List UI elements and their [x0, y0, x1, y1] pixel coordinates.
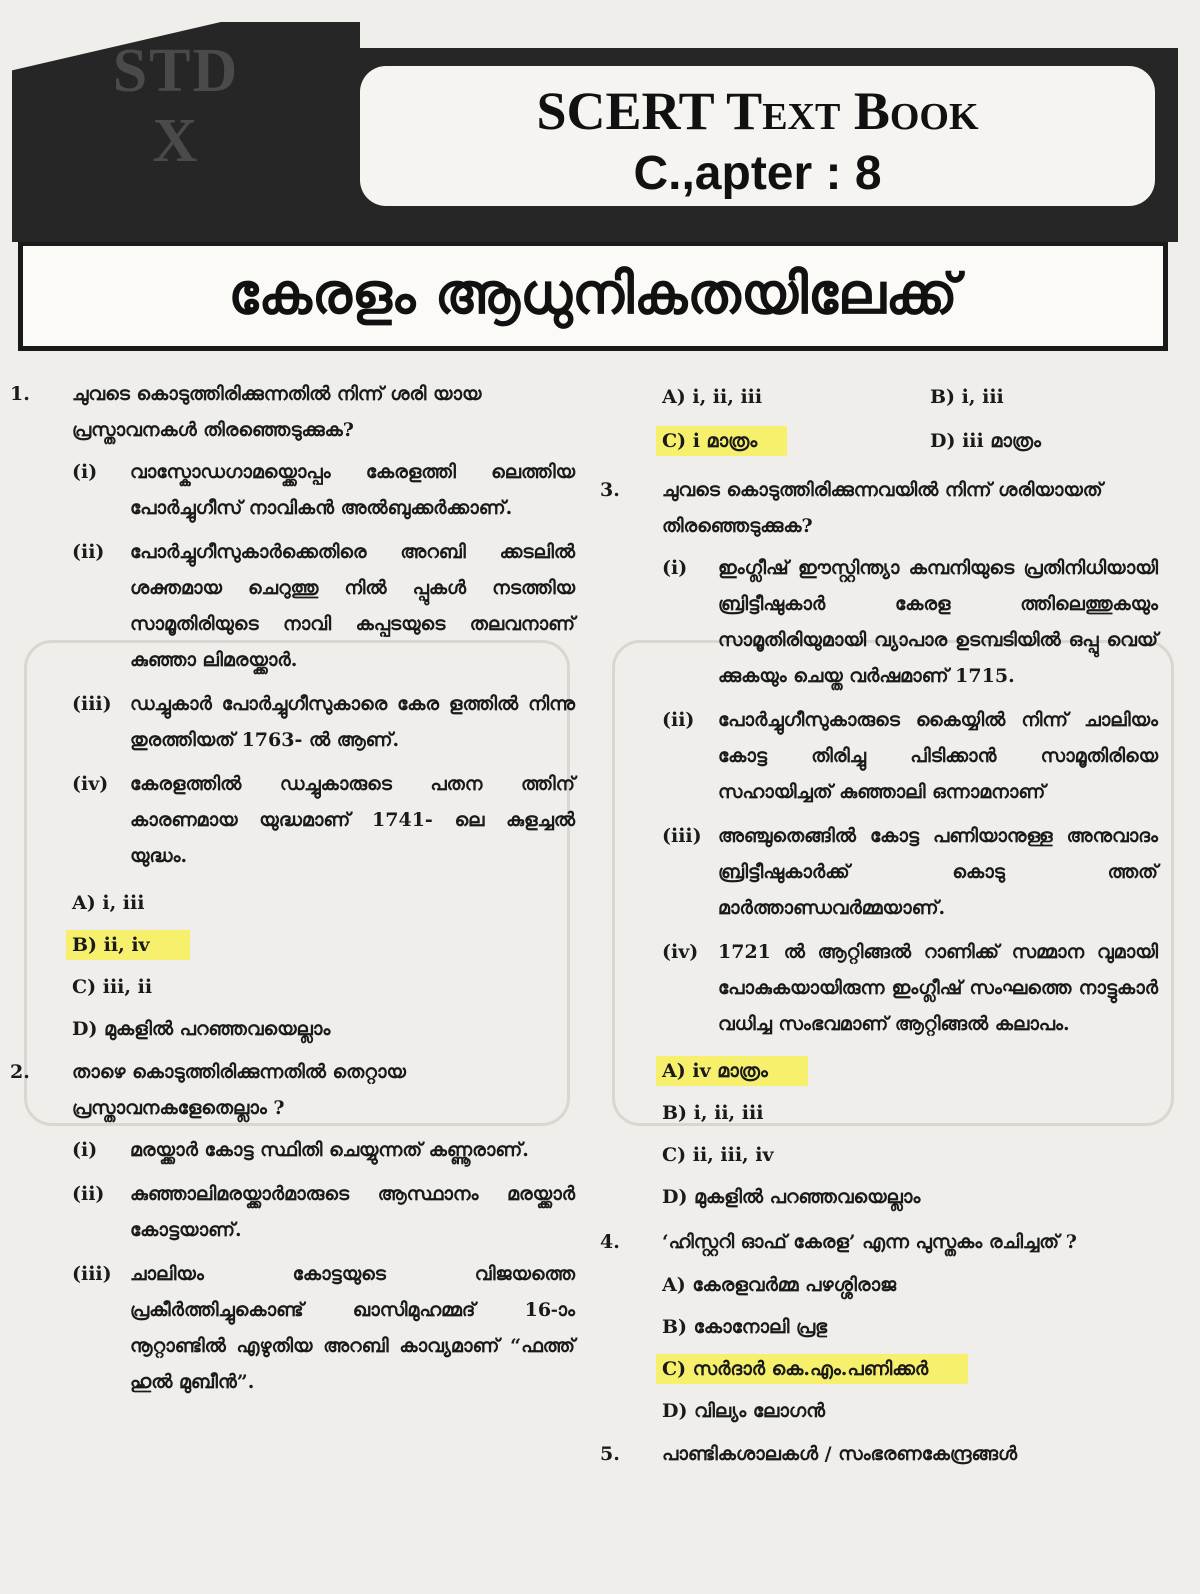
- statement-number: (i): [662, 557, 688, 579]
- book-title: SCERT Text Book: [536, 81, 979, 141]
- option-text: C) iii, ii: [72, 976, 153, 998]
- answer-option: [930, 420, 1041, 462]
- statement-text: പോർച്ചുഗീസുകാരുടെ കൈയ്യിൽ നിന്ന് ചാലിയം കോട്ട തിരിച്ചു പിടിക്കാൻ സാമൂതിരിയെ സഹായിച്ചത് കുഞ്ഞാലി ഒന്നാമനാണ്: [718, 709, 1158, 803]
- question-number: 1.: [10, 383, 30, 405]
- option-text: C) ii, iii, iv: [662, 1144, 774, 1166]
- statement-number: (iii): [72, 693, 112, 715]
- option-text: A) iv മാത്രം: [656, 1056, 808, 1086]
- question-4: [600, 1224, 1158, 1260]
- statement-text: കുഞ്ഞാലിമരയ്ക്കാർമാരുടെ ആസ്ഥാനം മരയ്ക്കാർ കോട്ടയാണ്.: [130, 1183, 575, 1241]
- chapter-number: C.,apter : 8: [633, 147, 882, 200]
- statement: [600, 934, 1158, 1042]
- option-text: D) iii മാത്രം: [930, 430, 1041, 452]
- statement-number: (iii): [72, 1263, 112, 1285]
- answer-option: [600, 1390, 1158, 1432]
- option-text: D) മുകളിൽ പറഞ്ഞവയെല്ലാം: [72, 1018, 331, 1040]
- statement: [10, 1132, 575, 1168]
- answer-option: [600, 1176, 1158, 1218]
- option-text: D) വില്യം ലോഗൻ: [662, 1400, 826, 1422]
- statement: [10, 534, 575, 678]
- option-text: B) കോനോലി പ്രഭു: [662, 1316, 828, 1338]
- option-text: B) i, ii, iii: [662, 1102, 764, 1124]
- option-text: B) i, iii: [930, 386, 1004, 408]
- answer-option-highlighted: [600, 1348, 1158, 1390]
- statement-text: മരയ്ക്കാർ കോട്ട സ്ഥിതി ചെയ്യുന്നത് കണ്ണൂരാണ്.: [130, 1139, 529, 1161]
- question-text: പാണ്ടികശാലകൾ / സംഭരണകേന്ദ്രങ്ങൾ: [662, 1443, 1018, 1465]
- answer-option: [600, 1306, 1158, 1348]
- statement-text: ഡച്ചുകാർ പോർച്ചുഗീസുകാരെ കേര ളത്തിൽ നിന്നു തുരത്തിയത് 1763- ൽ ആണ്.: [130, 693, 575, 751]
- chapter-title: കേരളം ആധുനികതയിലേക്ക്: [228, 262, 958, 327]
- question-text: താഴെ കൊടുത്തിരിക്കുന്നതിൽ തെറ്റായ പ്രസ്താവനകളേതെല്ലാം ?: [72, 1061, 406, 1119]
- question-text: ചുവടെ കൊടുത്തിരിക്കുന്നവയിൽ നിന്ന് ശരിയായത് തിരഞ്ഞെടുക്കുക?: [662, 479, 1103, 537]
- answer-option-highlighted: [600, 1050, 1158, 1092]
- std-word: STD: [112, 37, 240, 105]
- answer-option: [10, 1008, 575, 1050]
- option-text: A) കേരളവർമ്മ പഴശ്ശിരാജ: [662, 1274, 897, 1296]
- statement: [600, 818, 1158, 926]
- statement-number: (iv): [662, 941, 699, 963]
- answer-option: [662, 376, 762, 418]
- statement-number: (ii): [72, 541, 105, 563]
- question-1: [10, 376, 575, 448]
- statement: [10, 454, 575, 526]
- statement-text: പോർച്ചുഗീസുകാർക്കെതിരെ അറബി ക്കടലിൽ ശക്തമായ ചെറുത്തു നിൽ പ്പുകൾ നടത്തിയ സാമൂതിരിയുടെ നാവി കപ്പടയുടെ തലവനാണ് കുഞ്ഞാ ലിമരയ്ക്കാർ.: [130, 541, 575, 671]
- option-text: C) സർദാർ കെ.എം.പണിക്കർ: [656, 1354, 968, 1384]
- answer-option-highlighted: [662, 420, 787, 462]
- option-text: D) മുകളിൽ പറഞ്ഞവയെല്ലാം: [662, 1186, 921, 1208]
- question-text: ചുവടെ കൊടുത്തിരിക്കുന്നതിൽ നിന്ന് ശരി യായ പ്രസ്താവനകൾ തിരഞ്ഞെടുക്കുക?: [72, 383, 482, 441]
- statement-number: (ii): [662, 709, 695, 731]
- right-column: [600, 376, 1158, 1476]
- question-3: [600, 472, 1158, 544]
- statement-number: (iii): [662, 825, 702, 847]
- statement-text: 1721 ൽ ആറ്റിങ്ങൽ റാണിക്ക് സമ്മാന വുമായി പോകുകയായിരുന്ന ഇംഗ്ലീഷ് സംഘത്തെ നാട്ടുകാർ വധിച്ച സംഭവമാണ് ആറ്റിങ്ങൽ കലാപം.: [718, 941, 1158, 1035]
- question-number: 5.: [600, 1443, 620, 1465]
- statement-text: അഞ്ചുതെങ്ങിൽ കോട്ട പണിയാനുള്ള അനുവാദം ബ്രിട്ടീഷുകാർക്ക് കൊടു ത്തത് മാർത്താണ്ഡവർമ്മയാണ്.: [718, 825, 1158, 919]
- question-text: ‘ഹിസ്റ്ററി ഓഫ് കേരള’ എന്ന പുസ്തകം രചിച്ചത് ?: [662, 1231, 1077, 1253]
- question-number: 2.: [10, 1061, 30, 1083]
- question-number: 3.: [600, 479, 620, 501]
- statement: [600, 702, 1158, 810]
- option-text: A) i, ii, iii: [662, 386, 763, 408]
- option-text: B) ii, iv: [66, 930, 190, 960]
- statement-text: ചാലിയം കോട്ടയുടെ വിജയത്തെ പ്രകീർത്തിച്ചുകൊണ്ട് ഖാസിമുഹമ്മദ് 16-ാം നൂറ്റാണ്ടിൽ എഴുതിയ അറബി കാവ്യമാണ് “ഫത്ത് ഹുൽ മുബീൻ”.: [130, 1263, 575, 1393]
- answer-option: [930, 376, 1004, 418]
- statement: [600, 550, 1158, 694]
- q2-options: [600, 376, 1158, 468]
- statement-text: ഇംഗ്ലീഷ് ഈസ്റ്റിന്ത്യാ കമ്പനിയുടെ പ്രതിനിധിയായി ബ്രിട്ടീഷുകാർ കേരള ത്തിലെത്തുകയും സാമൂതിരിയുമായി വ്യാപാര ഉടമ്പടിയിൽ ഒപ്പു വെയ് ക്കുകയും ചെയ്ത വർഷമാണ് 1715.: [718, 557, 1158, 687]
- chapter-banner: [18, 242, 1168, 351]
- std-number: X: [152, 107, 200, 175]
- title-box: [360, 66, 1155, 206]
- statement: [10, 1176, 575, 1248]
- answer-option: [10, 966, 575, 1008]
- statement-number: (i): [72, 461, 98, 483]
- option-text: A) i, iii: [72, 892, 145, 914]
- question-number: 4.: [600, 1231, 620, 1253]
- std-label: [86, 36, 266, 176]
- statement-number: (iv): [72, 773, 109, 795]
- question-2: [10, 1054, 575, 1126]
- question-5: [600, 1436, 1158, 1472]
- statement-number: (i): [72, 1139, 98, 1161]
- left-column: [10, 376, 575, 1408]
- answer-option: [600, 1092, 1158, 1134]
- statement-number: (ii): [72, 1183, 105, 1205]
- statement-text: വാസ്കോഡഗാമയ്ക്കൊപ്പം കേരളത്തി ലെത്തിയ പോർച്ചുഗീസ് നാവികൻ അൽബുക്കർക്കാണ്.: [130, 461, 575, 519]
- statement: [10, 1256, 575, 1400]
- statement-text: കേരളത്തിൽ ഡച്ചുകാരുടെ പതന ത്തിന് കാരണമായ യുദ്ധമാണ് 1741- ലെ കുളച്ചൽ യുദ്ധം.: [130, 773, 575, 867]
- statement: [10, 766, 575, 874]
- answer-option: [600, 1264, 1158, 1306]
- answer-option: [600, 1134, 1158, 1176]
- answer-option: [10, 882, 575, 924]
- answer-option-highlighted: [10, 924, 575, 966]
- option-text: C) i മാത്രം: [656, 426, 787, 456]
- statement: [10, 686, 575, 758]
